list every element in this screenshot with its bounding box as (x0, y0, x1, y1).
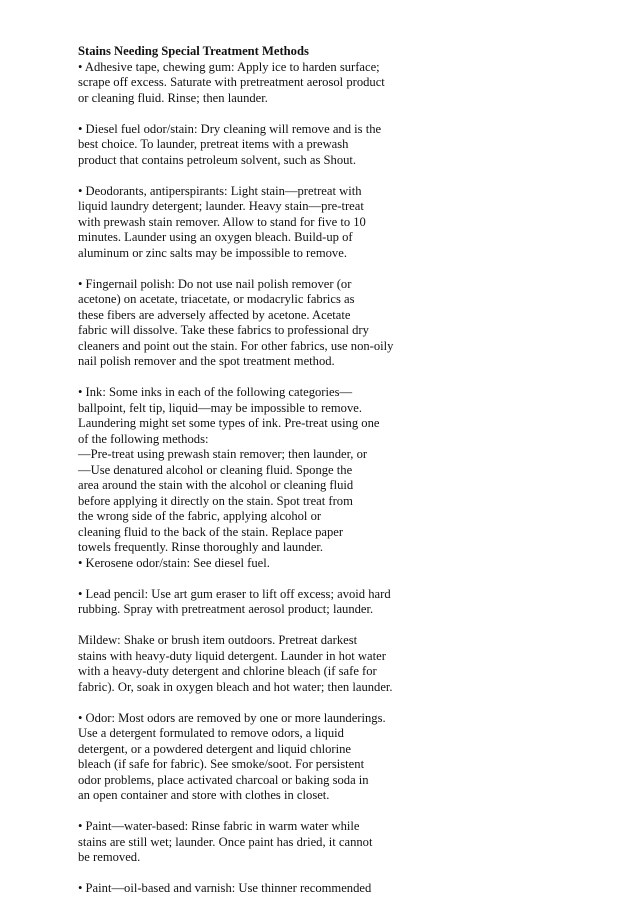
text-line: area around the stain with the alcohol or cleaning fluid (78, 478, 354, 492)
text-line: acetone) on acetate, triacetate, or modacrylic fabrics as (78, 292, 355, 306)
text-line: fabric). Or, soak in oxygen bleach and hot water; then launder. (78, 679, 393, 694)
paragraph (78, 60, 418, 107)
text-line: of the following methods: (78, 431, 209, 446)
text-line: best choice. To launder, pretreat items with a prewash (78, 137, 349, 151)
text-line: • Paint—water-based: Rinse fabric in warm water while (78, 819, 360, 833)
paragraph (78, 277, 418, 370)
paragraph (78, 122, 418, 169)
text-line: before applying it directly on the stain. Spot treat from (78, 493, 353, 508)
text-line: • Deodorants, antiperspirants: Light stain—pretreat with (78, 183, 362, 198)
text-line: towels frequently. Rinse thoroughly and launder. (78, 540, 324, 554)
paragraph (78, 711, 418, 804)
text-line: minutes. Launder using an oxygen bleach. Build-up of (78, 230, 353, 244)
text-line: —Use denatured alcohol or cleaning fluid. Sponge the (78, 462, 353, 477)
text-line: —Pre-treat using prewash stain remover; then launder, or (78, 447, 368, 461)
document-title: Stains Needing Special Treatment Methods (78, 44, 309, 58)
text-line: be removed. (78, 850, 141, 864)
text-line: • Odor: Most odors are removed by one or more launderings. (78, 710, 386, 725)
text-line: with a heavy-duty detergent and chlorine bleach (if safe for (78, 664, 377, 678)
text-line: • Adhesive tape, chewing gum: Apply ice to harden surface; (78, 59, 380, 74)
text-line: ballpoint, felt tip, liquid—may be impossible to remove. (78, 400, 363, 415)
text-line: with prewash stain remover. Allow to stand for five to 10 (78, 214, 366, 229)
paragraph (78, 184, 418, 262)
text-line: • Diesel fuel odor/stain: Dry cleaning will remove and is the (78, 121, 382, 136)
paragraph (78, 385, 418, 556)
paragraph (78, 587, 418, 618)
text-line: or cleaning fluid. Rinse; then launder. (78, 90, 268, 105)
text-line: bleach (if safe for fabric). See smoke/soot. For persistent (78, 757, 365, 771)
paragraph (78, 819, 418, 866)
text-line: cleaners and point out the stain. For other fabrics, use non-oily (78, 338, 394, 353)
paragraph (78, 881, 418, 897)
text-line: the wrong side of the fabric, applying alcohol or (78, 509, 322, 523)
text-line: stains with heavy-duty liquid detergent. Launder in hot water (78, 648, 386, 663)
text-line: aluminum or zinc salts may be impossible to remove. (78, 245, 347, 260)
document-body (78, 60, 418, 897)
text-line: Laundering might set some types of ink. Pre-treat using one (78, 416, 380, 430)
text-line: odor problems, place activated charcoal or baking soda in (78, 772, 369, 787)
text-line: • Ink: Some inks in each of the following categories— (78, 385, 353, 399)
document-page (78, 44, 418, 912)
text-line: • Paint—oil-based and varnish: Use thinner recommended (78, 881, 372, 895)
text-line: Use a detergent formulated to remove odors, a liquid (78, 726, 344, 740)
text-line: • Lead pencil: Use art gum eraser to lift off excess; avoid hard (78, 586, 391, 601)
text-line: an open container and store with clothes in closet. (78, 788, 330, 802)
text-line: product that contains petroleum solvent, such as Shout. (78, 152, 357, 167)
text-line: nail polish remover and the spot treatment method. (78, 354, 335, 368)
text-line: Mildew: Shake or brush item outdoors. Pretreat darkest (78, 633, 358, 647)
text-line: scrape off excess. Saturate with pretreatment aerosol product (78, 75, 385, 89)
text-line: fabric will dissolve. Take these fabrics to professional dry (78, 323, 369, 337)
paragraph (78, 556, 418, 572)
text-line: rubbing. Spray with pretreatment aerosol product; launder. (78, 602, 374, 616)
text-line: detergent, or a powdered detergent and liquid chlorine (78, 741, 352, 756)
text-line: cleaning fluid to the back of the stain. Replace paper (78, 524, 344, 539)
text-line: • Fingernail polish: Do not use nail polish remover (or (78, 276, 352, 291)
text-line: these fibers are adversely affected by acetone. Acetate (78, 307, 351, 322)
paragraph (78, 633, 418, 695)
text-line: liquid laundry detergent; launder. Heavy stain—pre-treat (78, 199, 364, 213)
text-line: stains are still wet; launder. Once paint has dried, it cannot (78, 834, 373, 849)
text-line: • Kerosene odor/stain: See diesel fuel. (78, 555, 270, 570)
